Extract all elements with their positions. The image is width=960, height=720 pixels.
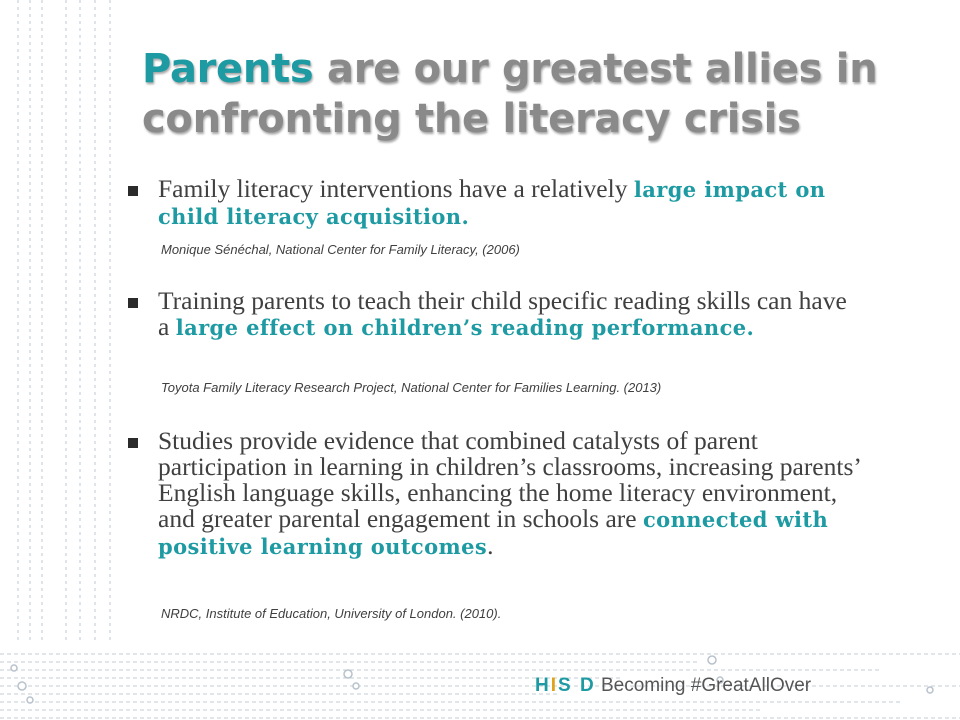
hisd-logo: [535, 675, 596, 696]
logo-letter-i: I: [550, 675, 559, 696]
footer-decorative-lines: [0, 640, 960, 720]
bullet-text-highlight: connected with positive learning outcomes: [158, 507, 829, 559]
bullet-text-plain: Family literacy interventions have a relatively: [158, 174, 634, 203]
title-line2: confronting the literacy crisis: [142, 96, 801, 142]
logo-letter-h: H: [535, 675, 551, 696]
bullet-text-plain: Training parents to teach their child specific reading skills can have a: [158, 286, 847, 341]
bullet-square-icon: [128, 186, 138, 196]
bullet-text-after: .: [487, 531, 494, 560]
bullet-text: [158, 428, 878, 560]
bullet-text-highlight: large impact on child literacy acquisition.: [158, 177, 826, 229]
decorative-dotted-lines: [0, 0, 130, 720]
bullet-text: [158, 288, 858, 341]
citation: Monique Sénéchal, National Center for Family Literacy, (2006): [161, 242, 520, 257]
bullet-text: [158, 176, 858, 230]
slide-title: [142, 44, 932, 144]
bullet-text-plain: Studies provide evidence that combined catalysts of parent participation in learning in children’s classrooms, increasing parents’ English language skills, enhancing the home literacy environment, and greater parental engagement in schools are: [158, 426, 860, 533]
title-line1-rest: are our greatest allies in: [313, 46, 878, 92]
citation: Toyota Family Literacy Research Project, National Center for Families Learning. (2013): [161, 380, 662, 395]
title-highlight: Parents: [142, 46, 314, 92]
logo-letters-sd: S D: [558, 675, 596, 696]
bullet-square-icon: [128, 438, 138, 448]
bullet-square-icon: [128, 298, 138, 308]
citation: NRDC, Institute of Education, University of London. (2010).: [161, 606, 502, 621]
footer-tagline: Becoming #GreatAllOver: [600, 675, 812, 696]
bullet-text-highlight: large effect on children’s reading performance.: [175, 315, 755, 340]
footer-brand: [535, 675, 811, 699]
